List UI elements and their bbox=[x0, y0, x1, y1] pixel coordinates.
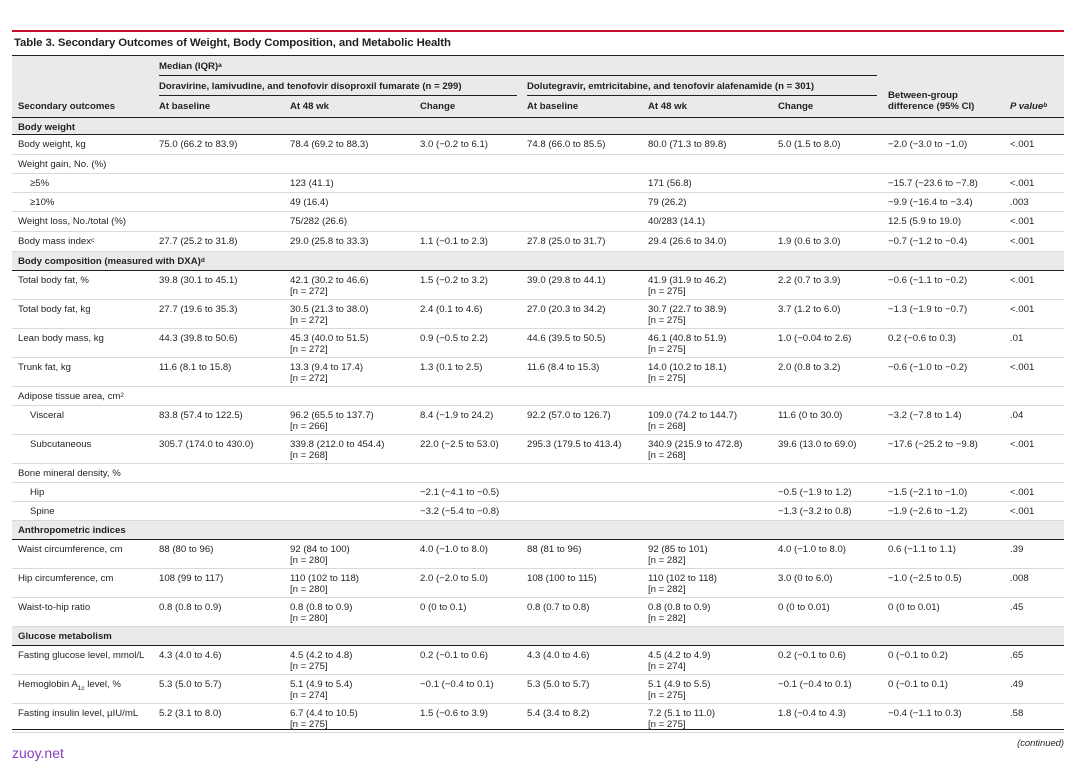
cell-c1: 27.7 (19.6 to 35.3) bbox=[159, 304, 238, 315]
cell-c1: 75.0 (66.2 to 83.9) bbox=[159, 139, 238, 150]
cell-c1: 83.8 (57.4 to 122.5) bbox=[159, 410, 243, 421]
row-label: Bone mineral density, % bbox=[18, 468, 121, 479]
cell-c3: 1.5 (−0.2 to 3.2) bbox=[420, 275, 488, 286]
change-header-1: Change bbox=[420, 101, 456, 112]
cell-c5: 79 (26.2) bbox=[648, 197, 687, 208]
section-row bbox=[12, 252, 1064, 271]
outcomes-header: Secondary outcomes bbox=[18, 101, 116, 112]
cell-c1: 108 (99 to 117) bbox=[159, 573, 224, 584]
cell-c8: .003 bbox=[1010, 197, 1029, 208]
cell-c2: 5.1 (4.9 to 5.4) [n = 274] bbox=[290, 679, 353, 701]
row-label: Waist-to-hip ratio bbox=[18, 602, 91, 613]
cell-c6: 4.0 (−1.0 to 8.0) bbox=[778, 544, 846, 555]
cell-c4: 4.3 (4.0 to 4.6) bbox=[527, 650, 590, 661]
table-row bbox=[12, 406, 1064, 435]
cell-c5: 110 (102 to 118) [n = 282] bbox=[648, 573, 717, 595]
section-row bbox=[12, 627, 1064, 646]
cell-c3: 2.0 (−2.0 to 5.0) bbox=[420, 573, 488, 584]
cell-c3: −0.1 (−0.4 to 0.1) bbox=[420, 679, 494, 690]
cell-c8: <.001 bbox=[1010, 439, 1035, 450]
cell-c6: 1.9 (0.6 to 3.0) bbox=[778, 236, 841, 247]
cell-c8: <.001 bbox=[1010, 304, 1035, 315]
cell-c4: 27.0 (20.3 to 34.2) bbox=[527, 304, 606, 315]
cell-c6: 11.6 (0 to 30.0) bbox=[778, 410, 843, 421]
cell-c5: 4.5 (4.2 to 4.9) [n = 274] bbox=[648, 650, 711, 672]
cell-c6: 1.0 (−0.04 to 2.6) bbox=[778, 333, 852, 344]
cell-c3: 22.0 (−2.5 to 53.0) bbox=[420, 439, 499, 450]
row-label: Visceral bbox=[30, 410, 64, 421]
cell-c8: .01 bbox=[1010, 333, 1024, 344]
baseline-header-1: At baseline bbox=[159, 101, 211, 112]
table-row bbox=[12, 464, 1064, 483]
cell-c5: 29.4 (26.6 to 34.0) bbox=[648, 236, 727, 247]
group2-header: Dolutegravir, emtricitabine, and tenofovir alafenamide (n = 301) bbox=[527, 81, 815, 92]
cell-c7: 0 (0 to 0.01) bbox=[888, 602, 940, 613]
cell-c1: 39.8 (30.1 to 45.1) bbox=[159, 275, 238, 286]
row-label: Lean body mass, kg bbox=[18, 333, 104, 344]
change-header-2: Change bbox=[778, 101, 814, 112]
row-label: Anthropometric indices bbox=[18, 525, 126, 536]
table-row bbox=[12, 174, 1064, 193]
cell-c5: 46.1 (40.8 to 51.9) [n = 275] bbox=[648, 333, 727, 355]
cell-c1: 305.7 (174.0 to 430.0) bbox=[159, 439, 254, 450]
cell-c6: 0.2 (−0.1 to 0.6) bbox=[778, 650, 846, 661]
group1-header: Doravirine, lamivudine, and tenofovir disoproxil fumarate (n = 299) bbox=[159, 81, 462, 92]
cell-c3: 8.4 (−1.9 to 24.2) bbox=[420, 410, 494, 421]
cell-c1: 5.2 (3.1 to 8.0) bbox=[159, 708, 222, 719]
cell-c7: −3.2 (−7.8 to 1.4) bbox=[888, 410, 962, 421]
cell-c6: −1.3 (−3.2 to 0.8) bbox=[778, 506, 852, 517]
cell-c4: 5.4 (3.4 to 8.2) bbox=[527, 708, 590, 719]
cell-c3: −3.2 (−5.4 to −0.8) bbox=[420, 506, 500, 517]
cell-c1: 27.7 (25.2 to 31.8) bbox=[159, 236, 238, 247]
table-row bbox=[12, 358, 1064, 387]
table-row bbox=[12, 387, 1064, 406]
cell-c5: 7.2 (5.1 to 11.0) [n = 275] bbox=[648, 708, 716, 730]
row-label: ≥5% bbox=[30, 178, 50, 189]
cell-c3: 4.0 (−1.0 to 8.0) bbox=[420, 544, 488, 555]
row-label: Spine bbox=[30, 506, 55, 517]
cell-c2: 30.5 (21.3 to 38.0) [n = 272] bbox=[290, 304, 369, 326]
table-row bbox=[12, 569, 1064, 598]
cell-c6: 39.6 (13.0 to 69.0) bbox=[778, 439, 857, 450]
row-label: Glucose metabolism bbox=[18, 631, 112, 642]
cell-c4: 39.0 (29.8 to 44.1) bbox=[527, 275, 606, 286]
cell-c2: 4.5 (4.2 to 4.8) [n = 275] bbox=[290, 650, 353, 672]
cell-c4: 92.2 (57.0 to 126.7) bbox=[527, 410, 611, 421]
row-label: Body composition (measured with DXA)$^d$ bbox=[18, 256, 205, 267]
cell-c3: 1.3 (0.1 to 2.5) bbox=[420, 362, 483, 373]
cell-c5: 14.0 (10.2 to 18.1) [n = 275] bbox=[648, 362, 727, 384]
row-label: Trunk fat, kg bbox=[18, 362, 71, 373]
cell-c8: <.001 bbox=[1010, 487, 1035, 498]
cell-c3: 3.0 (−0.2 to 6.1) bbox=[420, 139, 488, 150]
cell-c1: 0.8 (0.8 to 0.9) bbox=[159, 602, 222, 613]
cell-c8: <.001 bbox=[1010, 139, 1035, 150]
row-label: Waist circumference, cm bbox=[18, 544, 123, 555]
cell-c7: −1.0 (−2.5 to 0.5) bbox=[888, 573, 962, 584]
row-label: Hip bbox=[30, 487, 45, 498]
cell-c3: 2.4 (0.1 to 4.6) bbox=[420, 304, 483, 315]
table-row bbox=[12, 212, 1064, 232]
table-bottom-rule bbox=[12, 729, 1064, 730]
cell-c4: 108 (100 to 115) bbox=[527, 573, 597, 584]
cell-c7: −1.3 (−1.9 to −0.7) bbox=[888, 304, 968, 315]
cell-c4: 74.8 (66.0 to 85.5) bbox=[527, 139, 606, 150]
cell-c5: 5.1 (4.9 to 5.5) [n = 275] bbox=[648, 679, 711, 701]
between-header: Between-group difference (95% CI) bbox=[888, 90, 975, 112]
row-label: Subcutaneous bbox=[30, 439, 92, 450]
table-row bbox=[12, 271, 1064, 300]
row-label: Fasting glucose level, mmol/L bbox=[18, 650, 145, 661]
cell-c5: 109.0 (74.2 to 144.7) [n = 268] bbox=[648, 410, 738, 432]
cell-c2: 96.2 (65.5 to 137.7) [n = 266] bbox=[290, 410, 374, 432]
cell-c7: −17.6 (−25.2 to −9.8) bbox=[888, 439, 978, 450]
cell-c7: −0.4 (−1.1 to 0.3) bbox=[888, 708, 962, 719]
row-label: Weight loss, No./total (%) bbox=[18, 216, 127, 227]
cell-c7: −1.9 (−2.6 to −1.2) bbox=[888, 506, 968, 517]
table-header bbox=[12, 55, 1064, 118]
cell-c8: .45 bbox=[1010, 602, 1024, 613]
cell-c8: <.001 bbox=[1010, 216, 1035, 227]
cell-c8: .008 bbox=[1010, 573, 1029, 584]
cell-c7: 0 (−0.1 to 0.2) bbox=[888, 650, 948, 661]
cell-c2: 339.8 (212.0 to 454.4) [n = 268] bbox=[290, 439, 385, 461]
cell-c3: 0 (0 to 0.1) bbox=[420, 602, 467, 613]
cell-c2: 110 (102 to 118) [n = 280] bbox=[290, 573, 359, 595]
cell-c6: 0 (0 to 0.01) bbox=[778, 602, 830, 613]
cell-c2: 45.3 (40.0 to 51.5) [n = 272] bbox=[290, 333, 369, 355]
cell-c7: −0.6 (−1.1 to −0.2) bbox=[888, 275, 968, 286]
cell-c3: 0.9 (−0.5 to 2.2) bbox=[420, 333, 488, 344]
cell-c1: 44.3 (39.8 to 50.6) bbox=[159, 333, 238, 344]
row-label: Weight gain, No. (%) bbox=[18, 159, 107, 170]
cell-c8: <.001 bbox=[1010, 506, 1035, 517]
cell-c5: 41.9 (31.9 to 46.2) [n = 275] bbox=[648, 275, 727, 297]
row-label: Hemoglobin $A_{1c}$ level, % bbox=[18, 679, 121, 692]
cell-c2: 0.8 (0.8 to 0.9) [n = 280] bbox=[290, 602, 353, 624]
cell-c5: 92 (85 to 101) [n = 282] bbox=[648, 544, 708, 566]
cell-c4: 44.6 (39.5 to 50.5) bbox=[527, 333, 606, 344]
group1-underline bbox=[159, 95, 517, 96]
table-row bbox=[12, 675, 1064, 704]
section-row bbox=[12, 521, 1064, 540]
cell-c7: 0 (−0.1 to 0.1) bbox=[888, 679, 948, 690]
cell-c1: 5.3 (5.0 to 5.7) bbox=[159, 679, 222, 690]
cell-c2: 42.1 (30.2 to 46.6) [n = 272] bbox=[290, 275, 369, 297]
cell-c1: 88 (80 to 96) bbox=[159, 544, 214, 555]
cell-c3: 0.2 (−0.1 to 0.6) bbox=[420, 650, 488, 661]
title-rule bbox=[12, 30, 1064, 32]
row-label: Body mass index$^c$ bbox=[18, 236, 95, 247]
table-row bbox=[12, 232, 1064, 252]
cell-c5: 40/283 (14.1) bbox=[648, 216, 706, 227]
row-label: Fasting insulin level, µIU/mL bbox=[18, 708, 139, 719]
cell-c4: 11.6 (8.4 to 15.3) bbox=[527, 362, 600, 373]
outcomes-table bbox=[12, 55, 1064, 733]
cell-c6: 2.0 (0.8 to 3.2) bbox=[778, 362, 841, 373]
cell-c8: <.001 bbox=[1010, 178, 1035, 189]
cell-c8: .39 bbox=[1010, 544, 1024, 555]
cell-c8: .58 bbox=[1010, 708, 1024, 719]
cell-c6: −0.5 (−1.9 to 1.2) bbox=[778, 487, 852, 498]
cell-c3: 1.5 (−0.6 to 3.9) bbox=[420, 708, 488, 719]
cell-c8: .49 bbox=[1010, 679, 1024, 690]
table-row bbox=[12, 435, 1064, 464]
table-row bbox=[12, 502, 1064, 521]
baseline-header-2: At baseline bbox=[527, 101, 579, 112]
table-body bbox=[12, 118, 1064, 733]
cell-c8: <.001 bbox=[1010, 275, 1035, 286]
cell-c7: −9.9 (−16.4 to −3.4) bbox=[888, 197, 973, 208]
cell-c3: −2.1 (−4.1 to −0.5) bbox=[420, 487, 500, 498]
cell-c8: <.001 bbox=[1010, 362, 1035, 373]
cell-c2: 49 (16.4) bbox=[290, 197, 329, 208]
cell-c2: 6.7 (4.4 to 10.5) [n = 275] bbox=[290, 708, 358, 730]
cell-c3: 1.1 (−0.1 to 2.3) bbox=[420, 236, 488, 247]
cell-c6: 2.2 (0.7 to 3.9) bbox=[778, 275, 841, 286]
cell-c6: −0.1 (−0.4 to 0.1) bbox=[778, 679, 852, 690]
cell-c5: 30.7 (22.7 to 38.9) [n = 275] bbox=[648, 304, 727, 326]
cell-c2: 92 (84 to 100) [n = 280] bbox=[290, 544, 350, 566]
cell-c4: 27.8 (25.0 to 31.7) bbox=[527, 236, 606, 247]
cell-c6: 3.7 (1.2 to 6.0) bbox=[778, 304, 841, 315]
cell-c2: 13.3 (9.4 to 17.4) [n = 272] bbox=[290, 362, 364, 384]
table-title: Table 3. Secondary Outcomes of Weight, Body Composition, and Metabolic Health bbox=[14, 37, 451, 49]
group2-underline bbox=[527, 95, 877, 96]
wk48-header-2: At 48 wk bbox=[648, 101, 687, 112]
pvalue-header: P value$^b$ bbox=[1010, 101, 1048, 112]
cell-c2: 123 (41.1) bbox=[290, 178, 334, 189]
cell-c7: −0.7 (−1.2 to −0.4) bbox=[888, 236, 968, 247]
row-label: Adipose tissue area, $cm^2$ bbox=[18, 391, 125, 402]
continued-note: (continued) bbox=[1017, 737, 1064, 748]
cell-c2: 75/282 (26.6) bbox=[290, 216, 348, 227]
cell-c5: 80.0 (71.3 to 89.8) bbox=[648, 139, 727, 150]
cell-c1: 4.3 (4.0 to 4.6) bbox=[159, 650, 222, 661]
table-row bbox=[12, 540, 1064, 569]
cell-c6: 5.0 (1.5 to 8.0) bbox=[778, 139, 841, 150]
cell-c6: 3.0 (0 to 6.0) bbox=[778, 573, 833, 584]
cell-c7: 0.6 (−1.1 to 1.1) bbox=[888, 544, 956, 555]
cell-c4: 5.3 (5.0 to 5.7) bbox=[527, 679, 590, 690]
cell-c7: −0.6 (−1.0 to −0.2) bbox=[888, 362, 968, 373]
section-row bbox=[12, 118, 1064, 135]
cell-c5: 0.8 (0.8 to 0.9) [n = 282] bbox=[648, 602, 711, 624]
row-label: Total body fat, kg bbox=[18, 304, 91, 315]
table-row bbox=[12, 135, 1064, 155]
cell-c2: 78.4 (69.2 to 88.3) bbox=[290, 139, 369, 150]
cell-c8: <.001 bbox=[1010, 236, 1035, 247]
cell-c5: 171 (56.8) bbox=[648, 178, 692, 189]
cell-c4: 88 (81 to 96) bbox=[527, 544, 582, 555]
cell-c7: −2.0 (−3.0 to −1.0) bbox=[888, 139, 968, 150]
row-label: ≥10% bbox=[30, 197, 55, 208]
cell-c4: 0.8 (0.7 to 0.8) bbox=[527, 602, 590, 613]
cell-c5: 340.9 (215.9 to 472.8) [n = 268] bbox=[648, 439, 743, 461]
table-row bbox=[12, 646, 1064, 675]
cell-c8: .04 bbox=[1010, 410, 1024, 421]
wk48-header-1: At 48 wk bbox=[290, 101, 329, 112]
row-label: Body weight, kg bbox=[18, 139, 86, 150]
table-row bbox=[12, 598, 1064, 627]
table-row bbox=[12, 300, 1064, 329]
watermark: zuoy.net bbox=[12, 745, 64, 761]
cell-c4: 295.3 (179.5 to 413.4) bbox=[527, 439, 622, 450]
table-row bbox=[12, 483, 1064, 502]
cell-c7: 12.5 (5.9 to 19.0) bbox=[888, 216, 962, 227]
row-label: Total body fat, % bbox=[18, 275, 89, 286]
table-row bbox=[12, 193, 1064, 212]
median-underline bbox=[159, 75, 877, 76]
cell-c7: −1.5 (−2.1 to −1.0) bbox=[888, 487, 968, 498]
cell-c1: 11.6 (8.1 to 15.8) bbox=[159, 362, 232, 373]
row-label: Hip circumference, cm bbox=[18, 573, 114, 584]
median-header: Median (IQR)$^a$ bbox=[159, 61, 222, 72]
table-row bbox=[12, 155, 1064, 174]
cell-c7: 0.2 (−0.6 to 0.3) bbox=[888, 333, 956, 344]
cell-c7: −15.7 (−23.6 to −7.8) bbox=[888, 178, 978, 189]
row-label: Body weight bbox=[18, 122, 76, 133]
cell-c2: 29.0 (25.8 to 33.3) bbox=[290, 236, 369, 247]
table-row bbox=[12, 329, 1064, 358]
cell-c8: .65 bbox=[1010, 650, 1024, 661]
cell-c6: 1.8 (−0.4 to 4.3) bbox=[778, 708, 846, 719]
